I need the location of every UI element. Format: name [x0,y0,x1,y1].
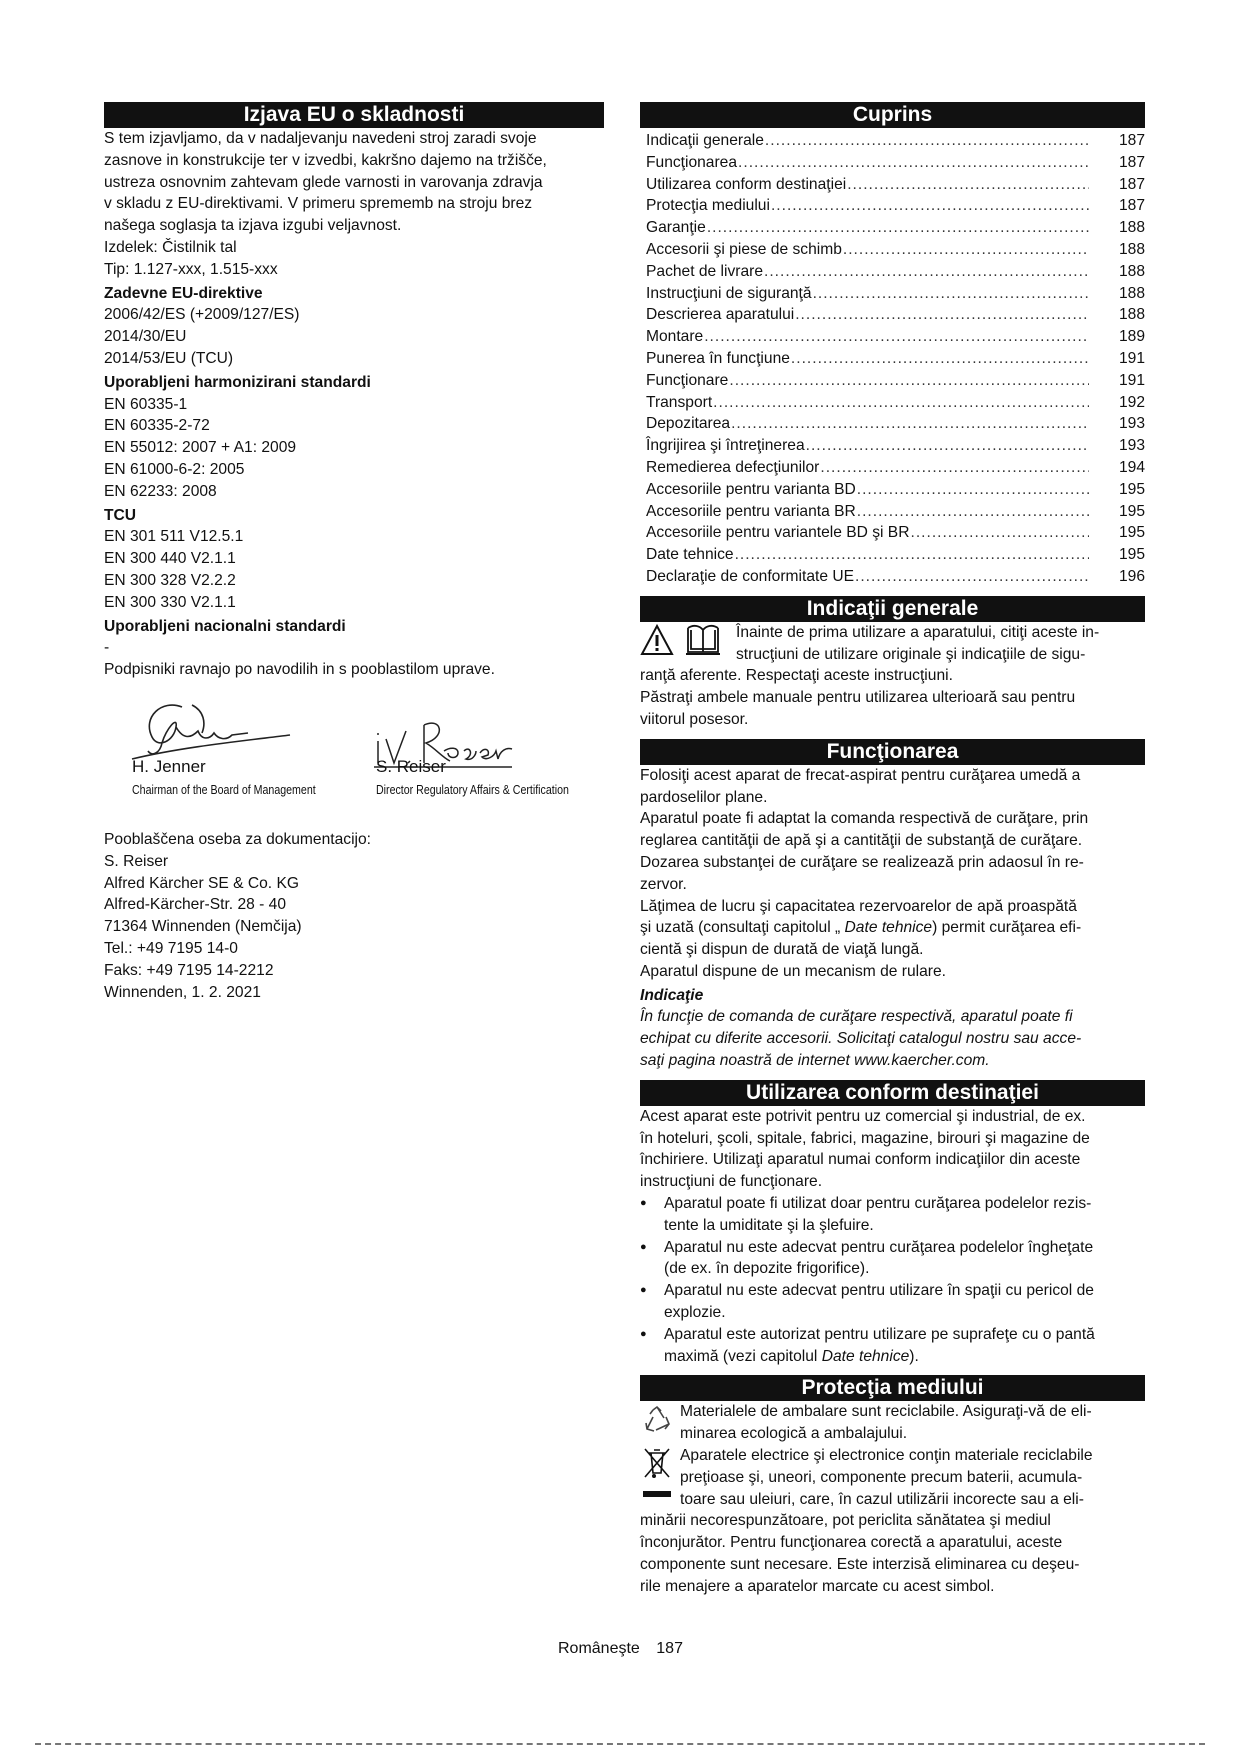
toc-page-number: 193 [1118,415,1145,433]
harmonized-heading: Uporabljeni harmonizirani standardi [104,373,371,391]
toc-page-number: 192 [1118,393,1145,411]
toc-row[interactable] [646,413,1145,435]
technical-data-ref: Date tehnice [821,1347,910,1365]
contact-line: S. Reiser [104,852,169,870]
bullet-line: ● Aparatul nu este adecvat pentru utilizare în spaţii cu pericol de [664,1282,1094,1300]
general-line: Păstraţi ambele manuale pentru utilizarea ulterioară sau pentru [640,689,1076,707]
toc-label: Declaraţie de conformitate UE [646,567,855,585]
environment-line: componente sunt necesare. Este interzisă eliminarea cu deşeu- [640,1556,1080,1574]
toc-row[interactable] [646,195,1145,217]
note-line: echipat cu diferite accesorii. Solicitaţi catalogul nostru sau acce- [640,1030,1082,1048]
toc-label: Transport [646,393,713,411]
toc-leader-dots [764,261,1089,283]
toc-leader-dots [735,544,1089,566]
toc-row[interactable] [646,152,1145,174]
toc-page-number: 191 [1118,371,1145,389]
harmonized-item: EN 55012: 2007 + A1: 2009 [104,439,297,457]
contact-line: 71364 Winnenden (Nemčija) [104,918,302,936]
page-edge-divider [35,1743,1205,1745]
toc-row[interactable] [646,261,1145,283]
toc-leader-dots [820,457,1089,479]
toc-label: Descrierea aparatului [646,306,795,324]
footer-language: Româneşte [558,1640,640,1657]
manual-book-icon [684,622,722,656]
environment-line: rile menajere a aparatelor marcate cu acest simbol. [640,1577,995,1595]
general-line: strucţiuni de utilizare originale şi indicaţiile de sigu- [736,645,1086,663]
list-item [640,1237,1145,1281]
toc-row[interactable] [646,217,1145,239]
harmonized-item: EN 60335-2-72 [104,417,210,435]
usage-line: Acest aparat este potrivit pentru uz comercial şi industrial, de ex. [640,1107,1086,1125]
toc-leader-dots [857,501,1089,523]
toc-label: Date tehnice [646,546,734,564]
toc-row[interactable] [646,326,1145,348]
bullet-line: explozie. [664,1304,726,1322]
function-line: Dozarea substanţei de curăţare se realizează prin adaosul în re- [640,853,1084,871]
toc-leader-dots [729,370,1089,392]
toc-page-number: 194 [1118,458,1145,476]
bullet-line: ● Aparatul este autorizat pentru utilizare pe suprafeţe cu o pantă [664,1325,1095,1343]
toc-leader-dots [791,348,1089,370]
toc-leader-dots [857,479,1089,501]
toc-leader-dots [847,174,1089,196]
page-number: 187 [656,1640,683,1657]
tcu-item: EN 301 511 V12.5.1 [104,528,244,546]
usage-text [640,1106,1145,1368]
signature-area [104,697,604,815]
toc-label: Pachet de livrare [646,262,764,280]
environment-text [640,1401,1145,1597]
toc-page-number: 187 [1118,153,1145,171]
toc-label: Remedierea defecţiunilor [646,458,820,476]
bullet-line [664,1346,1145,1368]
general-line: Înainte de prima utilizare a aparatului, citiţi aceste in- [736,623,1100,641]
toc-row[interactable] [646,392,1145,414]
usage-bullets [640,1193,1145,1367]
toc-page-number: 195 [1118,480,1145,498]
toc-row[interactable] [646,479,1145,501]
toc-page-number: 188 [1118,262,1145,280]
bullet-text-part: maximă (vezi capitolul [664,1347,822,1365]
toc-page-number: 187 [1118,132,1145,149]
national-heading: Uporabljeni nacionalni standardi [104,617,346,635]
note-line: În funcţie de comanda de curăţare respectivă, aparatul poate fi [640,1008,1073,1026]
function-line: zervor. [640,875,687,893]
toc-label: Instrucţiuni de siguranţă [646,284,812,302]
contact-line: Tel.: +49 7195 14-0 [104,939,238,957]
function-line: Aparatul poate fi adaptat la comanda respectivă de curăţare, prin [640,810,1089,828]
directives-heading: Zadevne EU-direktive [104,284,263,302]
toc-heading: Cuprins [640,102,1145,128]
toc-leader-dots [813,283,1089,305]
toc-leader-dots [795,304,1089,326]
contact-line: Alfred Kärcher SE & Co. KG [104,874,299,892]
toc-label: Punerea în funcţiune [646,349,790,367]
toc-leader-dots [771,195,1089,217]
list-item [640,1280,1145,1324]
toc-row[interactable] [646,435,1145,457]
signatory-2-name: S. Reiser [376,756,446,776]
product-line: Izdelek: Čistilnik tal [104,238,237,256]
toc-row[interactable] [646,239,1145,261]
environment-line: Materialele de ambalare sunt reciclabile. Asiguraţi-vă de eli- [680,1403,1092,1421]
toc-page-number: 188 [1118,284,1145,302]
toc-label: Depozitarea [646,415,731,433]
contact-line: Pooblaščena oseba za dokumentacijo: [104,830,372,848]
content-column [640,102,1145,1598]
toc-page-number: 196 [1118,567,1145,585]
type-line: Tip: 1.127-xxx, 1.515-xxx [104,260,278,278]
intro-line: v skladu z EU-direktivami. V primeru sprememb na stroju brez [104,195,533,213]
toc-row[interactable] [646,457,1145,479]
toc-label: Funcţionarea [646,153,738,171]
toc-label: Indicaţii generale [646,132,764,149]
general-heading: Indicaţii generale [640,596,1145,622]
environment-line: minării necorespunzătoare, pot periclita sănătatea şi mediul [640,1512,1051,1530]
directive-item: 2014/53/EU (TCU) [104,349,234,367]
toc-row[interactable] [646,566,1145,588]
toc-page-number: 187 [1118,175,1145,193]
note-heading: Indicaţie [640,986,704,1004]
contact-line: Alfred-Kärcher-Str. 28 - 40 [104,896,287,914]
function-line: Lăţimea de lucru şi capacitatea rezervoarelor de apă proaspătă [640,897,1077,915]
toc-leader-dots [713,392,1089,414]
intro-line: našega soglasja ta izjava izgubi veljavnost. [104,217,402,235]
toc-row[interactable] [646,174,1145,196]
environment-line: Aparatele electrice şi electronice conţin materiale reciclabile [680,1447,1093,1465]
function-line: cientă şi dispun de durată de viaţă lungă. [640,941,924,959]
tcu-heading: TCU [104,506,137,524]
harmonized-item: EN 60335-1 [104,395,188,413]
toc-leader-dots [738,152,1089,174]
note-line: saţi pagina noastră de internet www.kaercher.com. [640,1052,990,1070]
toc-page-number: 195 [1118,502,1145,520]
toc-label: Protecţia mediului [646,197,770,215]
tcu-item: EN 300 330 V2.1.1 [104,593,236,611]
environment-line: minarea ecologică a ambalajului. [680,1425,908,1443]
intro-line: zasnove in konstrukcije ter v izvedbi, kakršno dajemo na tržišče, [104,151,547,169]
toc-leader-dots [855,566,1089,588]
toc-page-number: 195 [1118,524,1145,542]
recycling-icon [642,1405,672,1435]
function-line: Folosiţi acest aparat de frecat-aspirat pentru curăţarea umedă a [640,766,1081,784]
toc-page-number: 195 [1118,546,1145,564]
toc-label: Garanţie [646,219,706,237]
list-item [640,1193,1145,1237]
national-value: - [104,639,110,657]
declaration-intro [104,128,604,237]
toc-label: Accesorii şi piese de schimb [646,240,842,258]
environment-line: preţioase şi, uneori, componente precum baterii, acumula- [680,1468,1083,1486]
bullet-line: ● Aparatul nu este adecvat pentru curăţarea podelelor îngheţate [664,1238,1094,1256]
directive-item: 2006/42/ES (+2009/127/ES) [104,306,300,324]
function-line: reglarea cantităţii de apă şi a cantităţii de substanţă de curăţare. [640,832,1083,850]
page-footer [0,1640,1241,1658]
toc-label: Accesoriile pentru varianta BD [646,480,856,498]
general-line: viitorul posesor. [640,710,749,728]
toc-label: Îngrijirea şi întreţinerea [646,437,805,455]
toc-leader-dots [765,130,1089,152]
crossed-bin-icon [642,1447,672,1503]
intro-line: ustreza osnovnim zahtevam glede varnosti in varovanja zdravja [104,173,543,191]
toc-row[interactable] [646,544,1145,566]
bullet-line: tente la umiditate şi la şlefuire. [664,1216,874,1234]
contact-line: Faks: +49 7195 14-2212 [104,961,274,979]
signatory-1-title: Chairman of the Board of Management [132,782,316,797]
toc-leader-dots [731,413,1089,435]
toc-page-number: 193 [1118,437,1145,455]
table-of-contents [646,130,1145,588]
usage-heading: Utilizarea conform destinaţiei [640,1080,1145,1106]
harmonized-item: EN 61000-6-2: 2005 [104,460,245,478]
tcu-item: EN 300 440 V2.1.1 [104,550,236,568]
environment-line: înconjurător. Pentru funcţionarea corectă a aparatului, aceste [640,1534,1063,1552]
toc-page-number: 191 [1118,349,1145,367]
directive-item: 2014/30/EU [104,328,187,346]
warning-icon [640,624,674,656]
environment-heading: Protecţia mediului [640,1375,1145,1401]
function-line: pardoselilor plane. [640,788,768,806]
technical-data-ref: Date tehnice [844,919,933,937]
toc-row[interactable] [646,130,1145,152]
toc-label: Funcţionare [646,371,729,389]
function-text-part: ) permit curăţarea efi- [932,919,1082,937]
tcu-item: EN 300 328 V2.2.2 [104,571,236,589]
intro-line: S tem izjavljamo, da v nadaljevanju navedeni stroj zaradi svoje [104,130,537,147]
function-text [640,765,1145,1072]
toc-row[interactable] [646,348,1145,370]
toc-row[interactable] [646,501,1145,523]
toc-leader-dots [806,435,1089,457]
toc-page-number: 189 [1118,328,1145,346]
toc-label: Accesoriile pentru variantele BD şi BR [646,524,910,542]
toc-label: Utilizarea conform destinaţiei [646,175,847,193]
documentation-contact [104,829,604,1003]
toc-page-number: 188 [1118,240,1145,258]
toc-leader-dots [910,522,1089,544]
function-line: Aparatul dispune de un mecanism de rulare. [640,962,946,980]
declaration-heading: Izjava EU o skladnosti [104,102,604,128]
bullet-line: (de ex. în depozite frigorifice). [664,1260,870,1278]
bullet-text-part: ). [909,1347,919,1365]
general-line: ranţă aferente. Respectaţi aceste instrucţiuni. [640,667,953,685]
usage-line: în hoteluri, şcoli, spitale, fabrici, magazine, birouri şi magazine de [640,1129,1090,1147]
toc-label: Accesoriile pentru varianta BR [646,502,856,520]
contact-line: Winnenden, 1. 2. 2021 [104,983,261,1001]
environment-line: toare sau uleiuri, care, în cazul utilizării incorecte sau a eli- [680,1490,1084,1508]
toc-page-number: 187 [1118,197,1145,215]
toc-page-number: 188 [1118,219,1145,237]
signatory-1-name: H. Jenner [132,756,206,776]
general-notice [640,622,1145,731]
usage-line: închiriere. Utilizaţi aparatul numai conform indicaţiilor din aceste [640,1151,1081,1169]
usage-line: instrucţiuni de funcţionare. [640,1173,823,1191]
function-heading: Funcţionarea [640,739,1145,765]
toc-leader-dots [704,326,1089,348]
toc-leader-dots [707,217,1089,239]
list-item [640,1324,1145,1368]
toc-leader-dots [843,239,1089,261]
toc-row[interactable] [646,370,1145,392]
signatories-note: Podpisniki ravnajo po navodilih in s pooblastilom uprave. [104,661,495,679]
bullet-line: ● Aparatul poate fi utilizat doar pentru curăţarea podelelor rezis- [664,1195,1092,1213]
toc-label: Montare [646,328,704,346]
signatory-2-title: Director Regulatory Affairs & Certification [376,782,569,797]
toc-row[interactable] [646,522,1145,544]
toc-page-number: 188 [1118,306,1145,324]
toc-row[interactable] [646,304,1145,326]
function-text-part: şi uzată (consultaţi capitolul „ [640,919,845,937]
toc-row[interactable] [646,283,1145,305]
harmonized-item: EN 62233: 2008 [104,482,217,500]
declaration-column [104,102,604,1003]
function-line [640,917,1145,939]
